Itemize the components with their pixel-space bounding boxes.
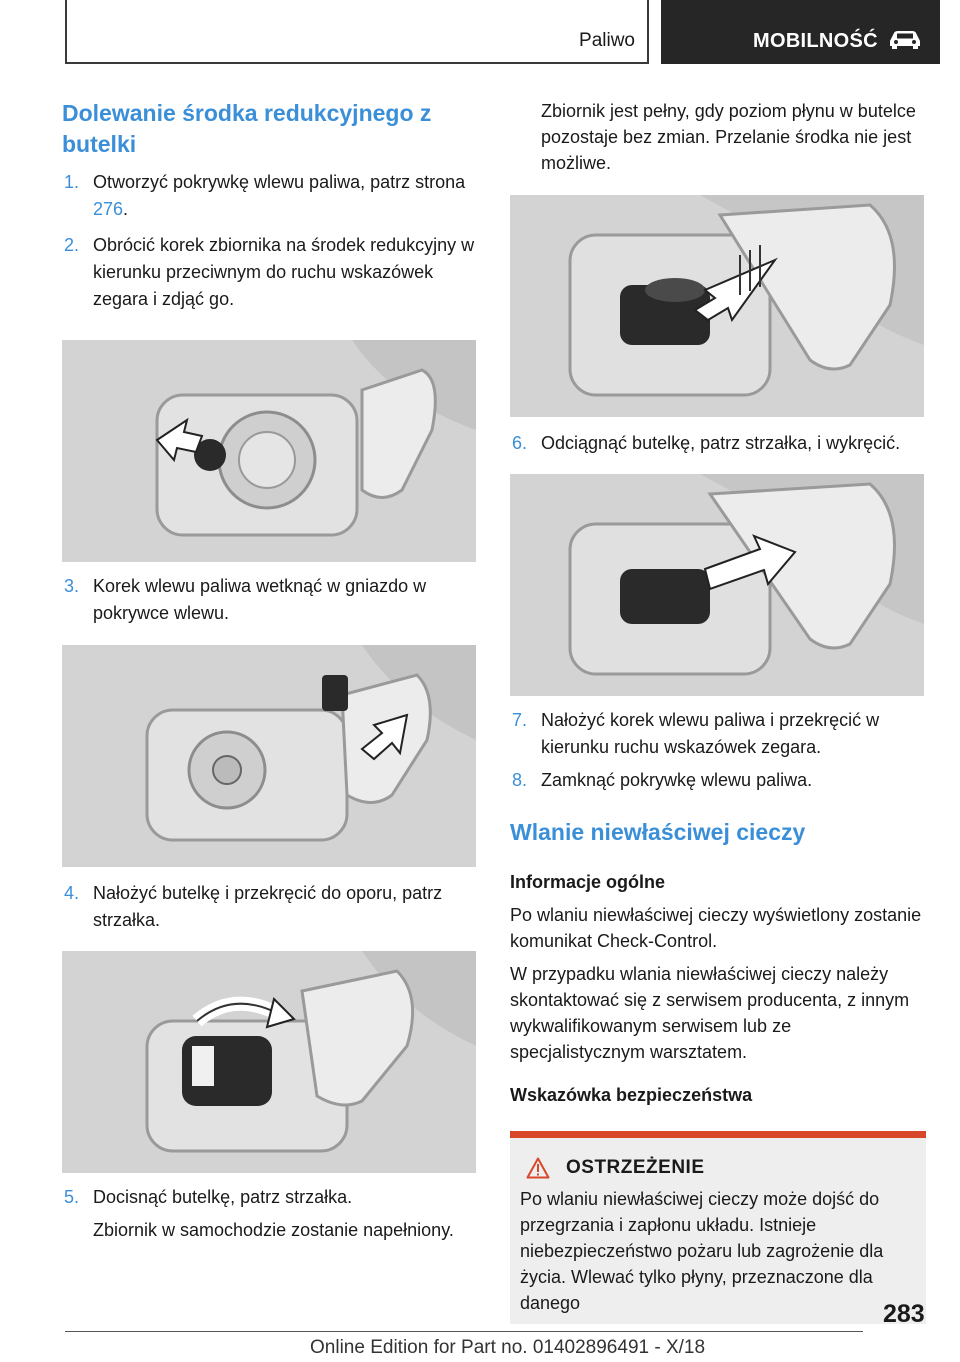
step-3: 3. Korek wlewu paliwa wetknąć w gniazdo w pokrywce wlewu. [64,576,427,623]
full-tank-note: Zbiornik jest pełny, gdy poziom płynu w butelce pozostaje bez zmian. Przelanie środka nie jest możliwe. [541,101,916,173]
warning-title: OSTRZEŻENIE [566,1157,705,1178]
figure-pull-bottle [510,474,924,696]
left-column [62,98,478,1243]
step-7: 7. Nałożyć korek wlewu paliwa i przekręcić w kierunku ruchu wskazówek zegara. [512,710,880,757]
page-number: 283 [883,1300,925,1328]
paragraph-contact-service: W przypadku wlania niewłaściwej cieczy należy skontaktować się z serwisem producenta, z innym wykwalifikowanym serwisem lub ze specjalistycznym warsztatem. [510,964,910,1062]
page-link[interactable]: 276 [93,199,124,219]
right-column [510,98,930,1324]
step-4: 4. Nałożyć butelkę i przekręcić do oporu, patrz strzałka. [64,883,443,930]
footer-rule [65,1331,863,1332]
figure-remove-cap [62,340,476,562]
header-chapter-title: MOBILNOŚĆ [753,30,878,52]
header-section-title: Paliwo [579,30,635,51]
subheading-safety-note: Wskazówka bezpieczeństwa [510,1085,753,1105]
section-heading-wrong-fluid: Wlanie niewłaściwej cieczy [510,819,806,845]
footer-edition: Online Edition for Part no. 01402896491 - X/18 [310,1337,706,1358]
step-6: 6. Odciągnąć butelkę, patrz strzałka, i wykręcić. [512,433,901,453]
step-2: 2. Obrócić korek zbiornika na środek redukcyjny w kierunku przeciwnym do ruchu wskazówek zegara i zdjąć go. [64,235,475,309]
car-icon [887,27,923,49]
section-heading-refill: Dolewanie środka redukcyjnego z butelki [62,100,432,157]
warning-text: Po wlaniu niewłaściwej cieczy może dojść do przegrzania i zapłonu układu. Istnieje niebezpieczeństwo pożaru lub zagrożenie dla życia. Wlewać tylko płyny, przeznaczone dla danego [520,1189,884,1313]
step-8: 8. Zamknąć pokrywkę wlewu paliwa. [512,770,813,790]
paragraph-check-control: Po wlaniu niewłaściwej cieczy wyświetlony zostanie komunikat Check-Control. [510,905,922,951]
step-5-note: Zbiornik w samochodzie zostanie napełniony. [93,1220,454,1240]
header-section-box [65,0,649,64]
warning-title-row [510,1138,926,1184]
step-5: 5. Docisnąć butelkę, patrz strzałka. [64,1187,353,1207]
header-chapter-box [661,0,940,64]
warning-box [510,1131,926,1324]
subheading-general-info: Informacje ogólne [510,872,666,892]
warning-triangle-icon [526,1157,550,1179]
figure-bottle-full [510,195,924,417]
figure-fit-bottle [62,951,476,1173]
step-1: 1. Otworzyć pokrywkę wlewu paliwa, patrz strona 276. [64,172,466,219]
figure-store-cap [62,645,476,867]
